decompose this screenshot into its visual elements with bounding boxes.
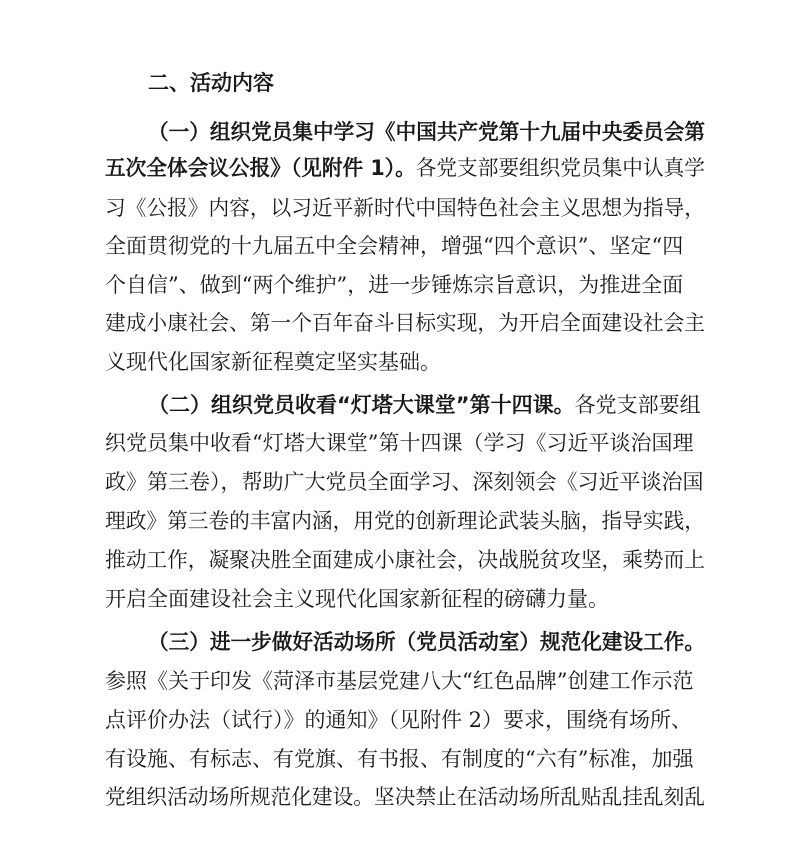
line-text: 推动工作，凝聚决胜全面建成小康社会，决战脱贫攻坚，乘势而上 (105, 548, 705, 572)
line-text: 习《公报》内容，以习近平新时代中国特色社会主义思想为指导， (105, 196, 705, 220)
line-text: 点评价办法（试行）》的通知》（见附件 2）要求，围绕有场所、 (105, 708, 693, 732)
paragraph-2-line-3 (105, 467, 704, 497)
line-text: 各党支部要组织党员集中认真学 (415, 156, 705, 180)
paragraph-3-line-3 (105, 705, 692, 735)
line-text: 义现代化国家新征程奠定坚实基础。 (105, 350, 441, 374)
paragraph-3-line-4 (105, 744, 693, 774)
line-text: 个自信”、做到“两个维护”，进一步锤炼宗旨意识，为推进全面 (105, 273, 684, 297)
paragraph-1-title-cont: 五次全体会议公报》（见附件 1）。 (105, 156, 416, 180)
paragraph-2-line-5 (105, 545, 705, 575)
line-text: 政》第三卷），帮助广大党员全面学习、深刻领会《习近平谈治国 (105, 470, 704, 494)
paragraph-3-line-1 (148, 627, 705, 657)
line-text: 全面贯彻党的十九届五中全会精神，增强“四个意识”、坚定“四 (105, 234, 684, 258)
paragraph-2-line-4 (105, 506, 705, 536)
line-text: 参照《关于印发《菏泽市基层党建八大“红色品牌”创建工作示范 (105, 669, 694, 693)
line-text: 织党员集中收看“灯塔大课堂”第十四课（学习《习近平谈治国理 (105, 431, 694, 455)
line-text: 各党支部要组 (574, 393, 701, 417)
section-heading: 二、活动内容 (148, 71, 274, 95)
paragraph-1-line-1 (148, 117, 705, 147)
paragraph-2-title: （二）组织党员收看“灯塔大课堂”第十四课。 (148, 393, 575, 417)
paragraph-2-line-1 (148, 390, 701, 420)
paragraph-1-line-7 (105, 347, 441, 377)
paragraph-2-line-2 (105, 428, 693, 458)
paragraph-1-line-4 (105, 231, 683, 261)
line-text: 建成小康社会、第一个百年奋斗目标实现，为开启全面建设社会主 (105, 311, 705, 335)
paragraph-3-line-5 (105, 782, 705, 812)
line-text: 有设施、有标志、有党旗、有书报、有制度的“六有”标准，加强 (105, 747, 694, 771)
paragraph-1-line-6 (105, 308, 705, 338)
paragraph-3-line-2 (105, 666, 693, 696)
paragraph-1-line-2 (105, 153, 705, 183)
paragraph-1-title: （一）组织党员集中学习《中国共产党第十九届中央委员会第 (148, 120, 706, 144)
paragraph-1-line-5 (105, 270, 683, 300)
line-text: 理政》第三卷的丰富内涵，用党的创新理论武装头脑，指导实践， (105, 509, 705, 533)
paragraph-3-title: （三）进一步做好活动场所（党员活动室）规范化建设工作。 (148, 630, 706, 654)
line-text: 党组织活动场所规范化建设。坚决禁止在活动场所乱贴乱挂乱刻乱 (105, 785, 705, 809)
paragraph-2-line-6 (105, 584, 609, 614)
line-text: 开启全面建设社会主义现代化国家新征程的磅礴力量。 (105, 587, 609, 611)
paragraph-1-line-3 (105, 193, 705, 223)
